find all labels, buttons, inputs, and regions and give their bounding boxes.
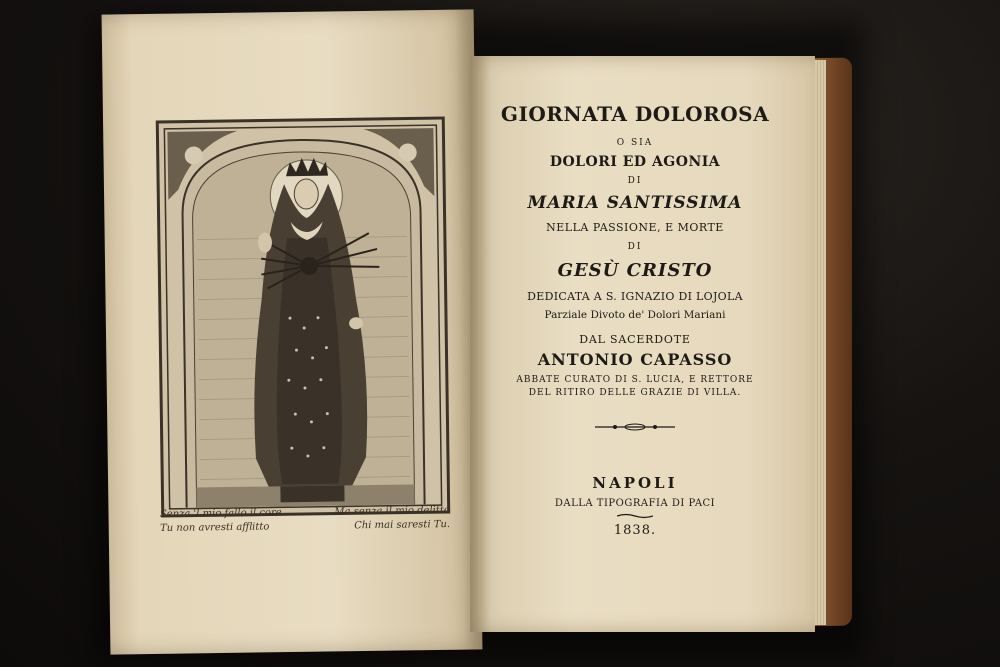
engraving-caption — [160, 504, 450, 536]
caption-line1-right: Ma senza il mio delitto — [334, 504, 450, 518]
title-page — [475, 100, 795, 538]
author-title-1: ABBATE CURATO DI S. LUCIA, E RETTORE — [516, 375, 754, 385]
author-title-2: DEL RITIRO DELLE GRAZIE DI VILLA. — [528, 388, 742, 398]
small-ornament-icon — [617, 513, 653, 519]
by-label: DAL SACERDOTE — [579, 333, 691, 346]
madonna-engraving-icon — [155, 116, 451, 518]
imprint-printer: DALLA TIPOGRAFIA DI PACI — [554, 498, 716, 509]
ornament-divider-icon — [595, 422, 675, 432]
title-passione: NELLA PASSIONE, E MORTE — [546, 221, 724, 234]
title-o-sia: O SIA — [616, 138, 654, 148]
caption-line2-right: Chi mai saresti Tu. — [354, 518, 451, 532]
title-di-1: DI — [627, 176, 643, 186]
title-di-2: DI — [627, 242, 643, 252]
title-maria: MARIA SANTISSIMA — [527, 193, 743, 213]
title-subtitle: DOLORI ED AGONIA — [549, 154, 721, 170]
caption-line1-left: Senza 'l mio fallo il core — [159, 507, 282, 521]
title-main: GIORNATA DOLOROSA — [500, 102, 770, 126]
dedication-sub: Parziale Divoto de' Dolori Mariani — [544, 309, 726, 321]
dedication: DEDICATA A S. IGNAZIO DI LOJOLA — [527, 290, 743, 303]
imprint-year: 1838. — [613, 523, 657, 538]
imprint-city: NAPOLI — [592, 474, 678, 492]
title-gesu: GESÙ CRISTO — [557, 260, 713, 281]
author-name: ANTONIO CAPASSO — [537, 350, 733, 369]
frontispiece-engraving — [155, 116, 451, 518]
caption-line2-left: Tu non avresti afflitto — [160, 521, 270, 535]
